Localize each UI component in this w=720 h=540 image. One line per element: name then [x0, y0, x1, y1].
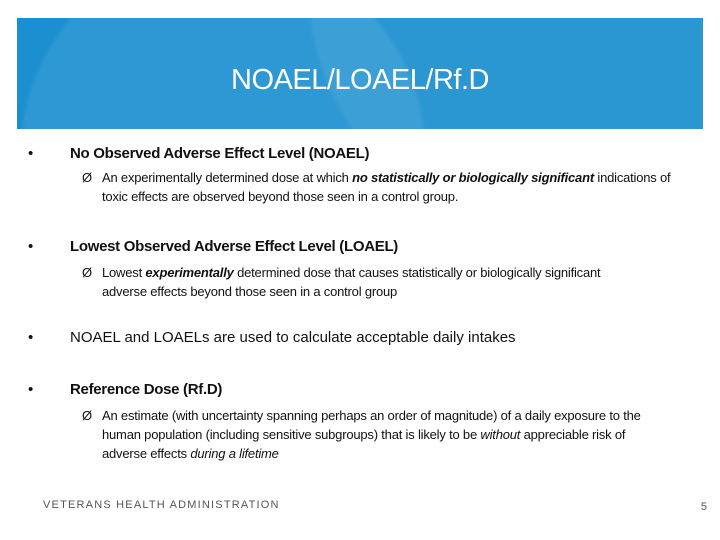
- bullet-icon: •: [28, 329, 34, 346]
- text: determined dose that causes statistically or biologically significant adverse effects beyond those seen in a control group: [102, 265, 601, 299]
- sub-bullet-loael: [82, 263, 642, 301]
- bullet-label: Reference Dose (Rf.D): [70, 381, 223, 398]
- bullet-label: NOAEL and LOAELs are used to calculate acceptable daily intakes: [70, 329, 516, 346]
- text: An experimentally determined dose at which: [102, 170, 353, 185]
- page-number: 5: [700, 501, 707, 513]
- bullet-icon: •: [28, 238, 34, 255]
- arrow-bullet-icon: Ø: [82, 265, 92, 280]
- emphasis: without: [480, 427, 521, 442]
- footer-organization: VETERANS HEALTH ADMINISTRATION: [43, 499, 280, 511]
- sub-bullet-rfd: [82, 406, 672, 463]
- bullet-label: No Observed Adverse Effect Level (NOAEL): [70, 145, 370, 162]
- emphasis: experimentally: [145, 265, 234, 280]
- arrow-bullet-icon: Ø: [82, 408, 92, 423]
- emphasis: during a lifetime: [190, 446, 279, 461]
- arrow-bullet-icon: Ø: [82, 170, 92, 185]
- bullet-label: Lowest Observed Adverse Effect Level (LOAEL): [70, 238, 399, 255]
- emphasis: no statistically or biologically significant: [352, 170, 594, 185]
- slide-title: NOAEL/LOAEL/Rf.D: [231, 64, 489, 96]
- text: indications of toxic effects are observed beyond those seen in a control group.: [102, 170, 671, 204]
- text: An estimate (with uncertainty spanning perhaps an order of magnitude) of a daily exposure to the human population (including sensitive subgroups) that is likely to be: [102, 408, 641, 442]
- sub-bullet-noael: [82, 168, 682, 206]
- text: appreciable risk of adverse effects: [102, 427, 626, 461]
- title-banner: [17, 18, 703, 129]
- bullet-icon: •: [28, 145, 34, 162]
- bullet-icon: •: [28, 381, 34, 398]
- text: Lowest: [102, 265, 146, 280]
